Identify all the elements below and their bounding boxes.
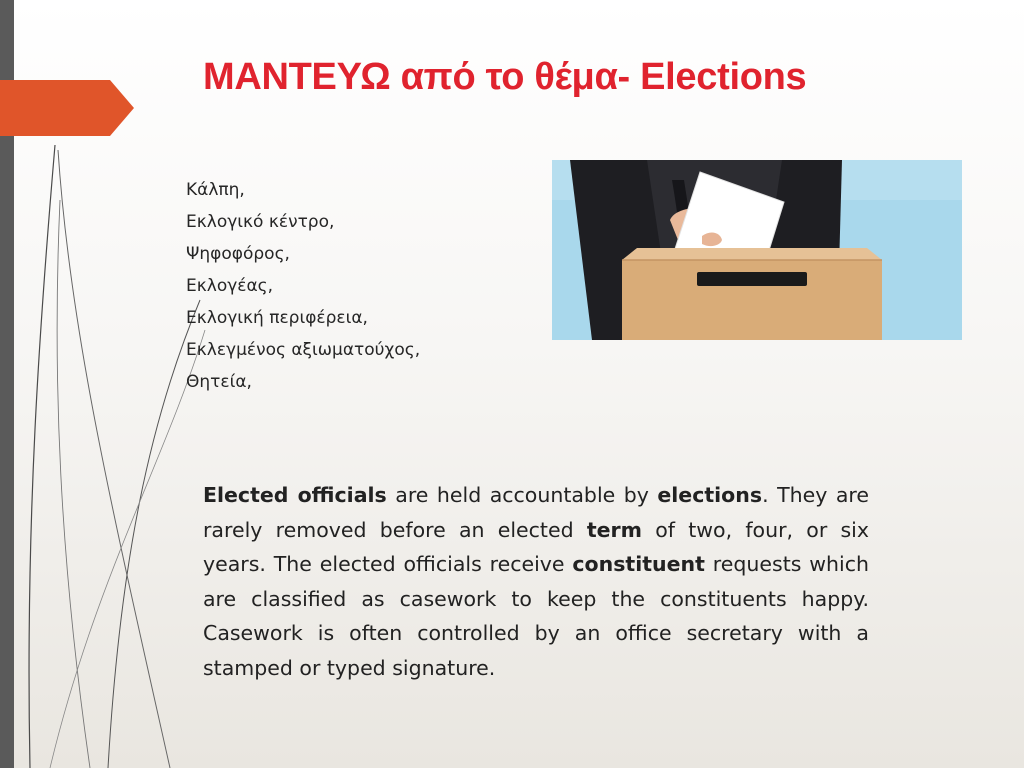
ballot-box-photo: [552, 160, 962, 340]
paragraph-text: are held accountable by: [386, 483, 658, 507]
vocabulary-item: Εκλογική περιφέρεια,: [186, 308, 368, 328]
vocabulary-item: Εκλογικό κέντρο,: [186, 212, 335, 232]
body-paragraph: [203, 478, 869, 685]
bold-term: Elected officials: [203, 483, 387, 507]
paragraph-text: requests which are classified as casework to keep the constituents happy. Casework is often controlled by an office secretary with a stamped or typed signature.: [203, 552, 869, 680]
slide-title: ΜΑΝΤΕΥΩ από το θέμα- Elections: [203, 56, 807, 98]
bold-term: constituent: [572, 552, 705, 576]
vocabulary-item: Εκλεγμένος αξιωματούχος,: [186, 340, 421, 360]
vocabulary-item: Ψηφοφόρος,: [186, 244, 290, 264]
vocabulary-item: Κάλπη,: [186, 180, 245, 200]
vocabulary-list: [186, 174, 420, 398]
paragraph-text: . They are rarely removed before an elected: [203, 483, 869, 542]
vocabulary-item: Εκλογέας,: [186, 276, 274, 296]
vocabulary-item: Θητεία,: [186, 372, 252, 392]
bold-term: elections: [657, 483, 763, 507]
bold-term: term: [586, 517, 643, 542]
paragraph-text: of two, four, or six years. The elected officials receive: [203, 517, 869, 576]
ballot-box-illustration: [552, 160, 962, 340]
